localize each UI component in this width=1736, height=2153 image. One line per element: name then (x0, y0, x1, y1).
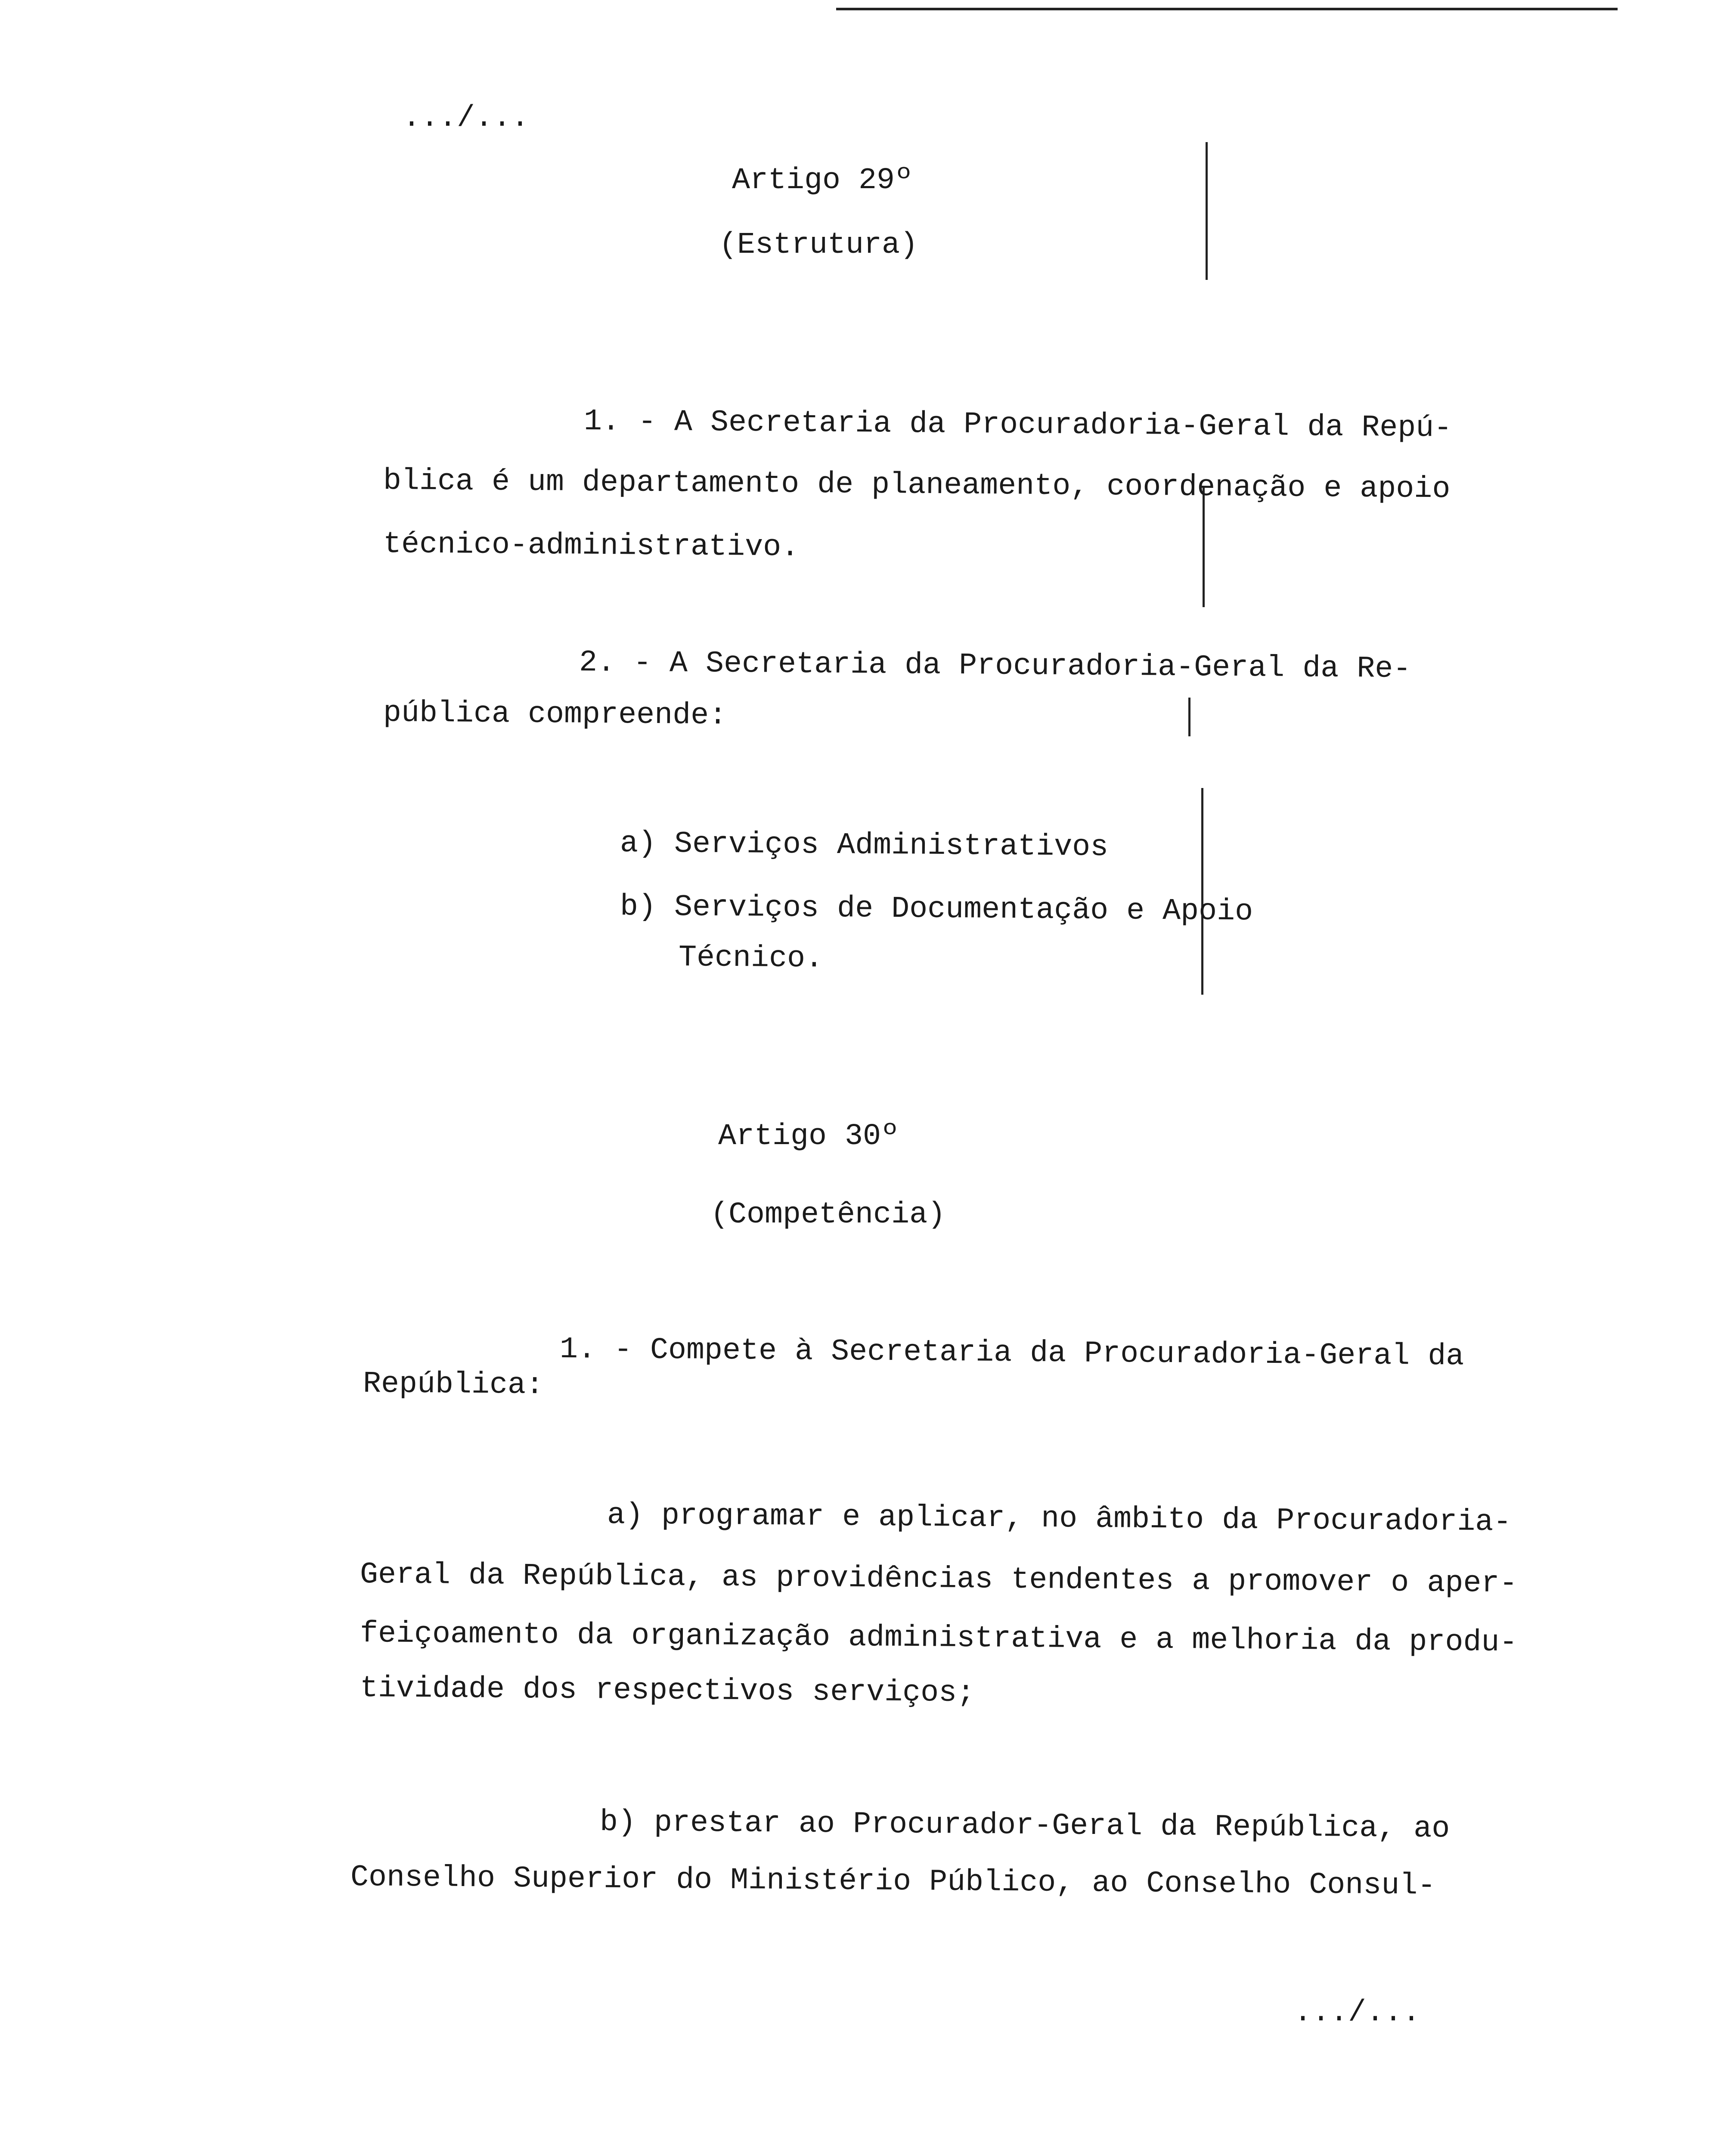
article-29-subtitle: (Estrutura) (719, 228, 918, 262)
article-30-item-a-line3: feiçoamento da organização administrativa e a melhoria da produ- (360, 1617, 1518, 1660)
article-29-item-b: b) Serviços de Documentação e Apoio (620, 890, 1253, 929)
article-30-title: Artigo 30º (718, 1120, 899, 1154)
article-29-title: Artigo 29º (732, 164, 913, 198)
article-29-para1-line1: 1. - A Secretaria da Procuradoria-Geral da Repú- (583, 405, 1452, 446)
article-30-para1-line2: República: (363, 1367, 544, 1403)
continuation-marker-top: .../... (403, 101, 530, 135)
article-30-para1-line1: 1. - Compete à Secretaria da Procuradoria-Geral da (559, 1333, 1464, 1374)
margin-mark-line (1188, 698, 1190, 736)
continuation-marker-bottom: .../... (1294, 1996, 1421, 2030)
article-29-item-a: a) Serviços Administrativos (620, 827, 1109, 865)
article-29-para1-line2: blica é um departamento de planeamento, coordenação e apoio (383, 464, 1451, 507)
margin-mark-line (1206, 142, 1208, 280)
article-30-item-b-line1: b) prestar ao Procurador-Geral da República, ao (599, 1806, 1450, 1846)
article-30-item-a-line4: tividade dos respectivos serviços; (360, 1672, 975, 1711)
article-29-para1-line3: técnico-administrativo. (383, 527, 800, 565)
article-29-item-b-cont: Técnico. (678, 941, 824, 976)
article-29-para2-line1: 2. - A Secretaria da Procuradoria-Geral da Re- (579, 646, 1411, 687)
margin-mark-line (1201, 788, 1203, 995)
article-30-item-a-line2: Geral da República, as providências tendentes a promover o aper- (360, 1558, 1518, 1601)
article-29-para2-line2: pública compreende: (383, 696, 727, 733)
article-30-item-b-line2: Conselho Superior do Ministério Público, ao Conselho Consul- (350, 1861, 1436, 1903)
article-30-subtitle: (Competência) (710, 1198, 946, 1232)
top-edge-line (836, 8, 1618, 10)
margin-mark-line (1203, 487, 1205, 607)
article-30-item-a-line1: a) programar e aplicar, no âmbito da Procuradoria- (607, 1498, 1512, 1540)
